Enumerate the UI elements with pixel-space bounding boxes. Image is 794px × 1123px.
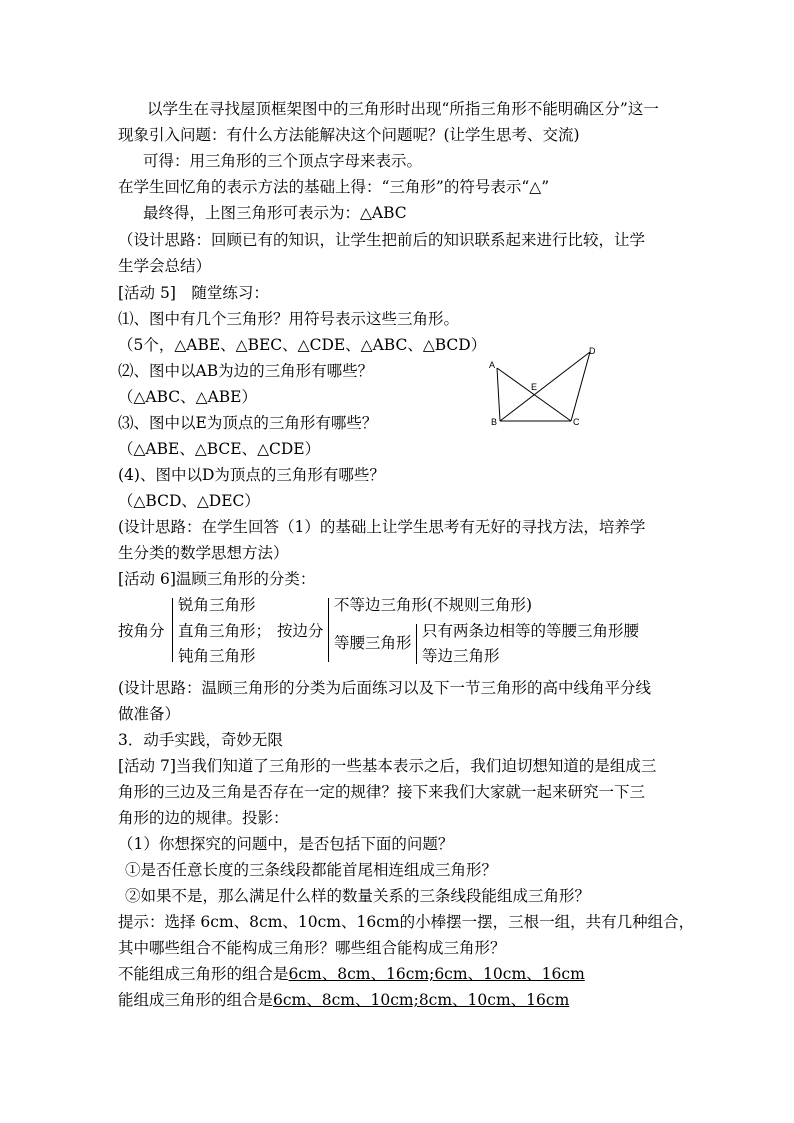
activity-7-line: 角形的三边及三角是否存在一定的规律？接下来我们大家就一起来研究一下三 [118,783,646,801]
paragraph-line: 以学生在寻找屋顶框架图中的三角形时出现“所指三角形不能明确区分”这一 [147,100,659,118]
design-note-line: (设计思路：在学生回答（1）的基础上让学生思考有无好的寻找方法，培养学 [118,518,646,536]
answer-1: （5个，△ABE、△BEC、△CDE、△ABC、△BCD） [118,336,487,354]
segment-cd [571,352,590,421]
section-heading: 3．动手实践，奇妙无限 [118,731,283,749]
cannot-form-value: 6cm、8cm、16cm;6cm、10cm、16cm [288,965,585,983]
isosceles-triangle: 等腰三角形 [334,634,412,652]
question-line: ①是否任意长度的三条线段都能首尾相连组成三角形？ [125,861,498,879]
triangle-figure [480,342,600,432]
question-1: ⑴、图中有几个三角形？用符号表示这些三角形。 [118,310,460,328]
paragraph-line: 最终得，上图三角形可表示为：△ABC [143,204,407,222]
can-form-line [118,991,569,1009]
acute-triangle: 锐角三角形 [178,596,256,614]
scalene-triangle: 不等边三角形(不规则三角形) [334,596,533,614]
label-a: A [489,360,496,370]
question-line: ②如果不是，那么满足什么样的数量关系的三条线段能组成三角形？ [125,887,591,905]
label-c: C [573,417,580,427]
segment-ab [497,368,500,421]
can-form-value: 6cm、8cm、10cm;8cm、10cm、16cm [273,991,570,1009]
answer-2: （△ABC、△ABE） [118,388,257,406]
paragraph-line: 现象引入问题：有什么方法能解决这个问题呢？(让学生思考、交流) [118,126,580,144]
label-b: B [491,417,498,427]
cannot-form-line [118,965,585,983]
can-form-label: 能组成三角形的组合是 [118,991,274,1009]
answer-3: （△ABE、△BCE、△CDE） [118,440,321,458]
question-2: ⑵、图中以AB为边的三角形有哪些？ [118,362,374,380]
design-note-line: 生学会总结） [118,257,212,275]
question-line: （1）你想探究的问题中，是否包括下面的问题？ [118,835,454,853]
design-note-line: (设计思路：温顾三角形的分类为后面练习以及下一节三角形的高中线角平分线 [118,679,652,697]
right-triangle: 直角三角形； [178,622,272,640]
isosceles-only: 只有两条边相等的等腰三角形腰 [422,622,640,640]
segment-bd [500,352,590,421]
activity-6-heading: [活动 6]温顾三角形的分类： [118,570,316,588]
hint-line: 提示：选择 6cm、8cm、10cm、16cm的小棒摆一摆，三根一组，共有几种组合， [118,913,695,931]
activity-7-line: 角形的边的规律。投影： [118,809,289,827]
answer-4: （△BCD、△DEC） [118,492,260,510]
design-note-line: 做准备） [118,705,181,723]
question-3: ⑶、图中以E为顶点的三角形有哪些？ [118,414,378,432]
label-e: E [531,382,538,392]
paragraph-line: 可得：用三角形的三个顶点字母来表示。 [143,152,423,170]
question-4: (4)、图中以D为顶点的三角形有哪些？ [118,466,385,484]
label-d: D [589,346,596,356]
cannot-form-label: 不能组成三角形的组合是 [118,965,289,983]
design-note-line: 生分类的数学思想方法） [118,544,289,562]
by-angle-label: 按角分 [118,622,165,640]
activity-5-heading: [活动 5] 随堂练习： [118,284,269,302]
activity-7-line: [活动 7]当我们知道了三角形的一些基本表示之后，我们迫切想知道的是组成三 [118,757,657,775]
obtuse-triangle: 钝角三角形 [178,647,256,665]
design-note-line: （设计思路：回顾已有的知识，让学生把前后的知识联系起来进行比较，让学 [118,231,646,249]
by-side-label: 按边分 [277,622,324,640]
hint-line: 其中哪些组合不能构成三角形？哪些组合能构成三角形？ [118,939,506,957]
paragraph-line: 在学生回忆角的表示方法的基础上得：“三角形”的符号表示“△” [118,178,550,196]
equilateral-triangle: 等边三角形 [422,647,500,665]
